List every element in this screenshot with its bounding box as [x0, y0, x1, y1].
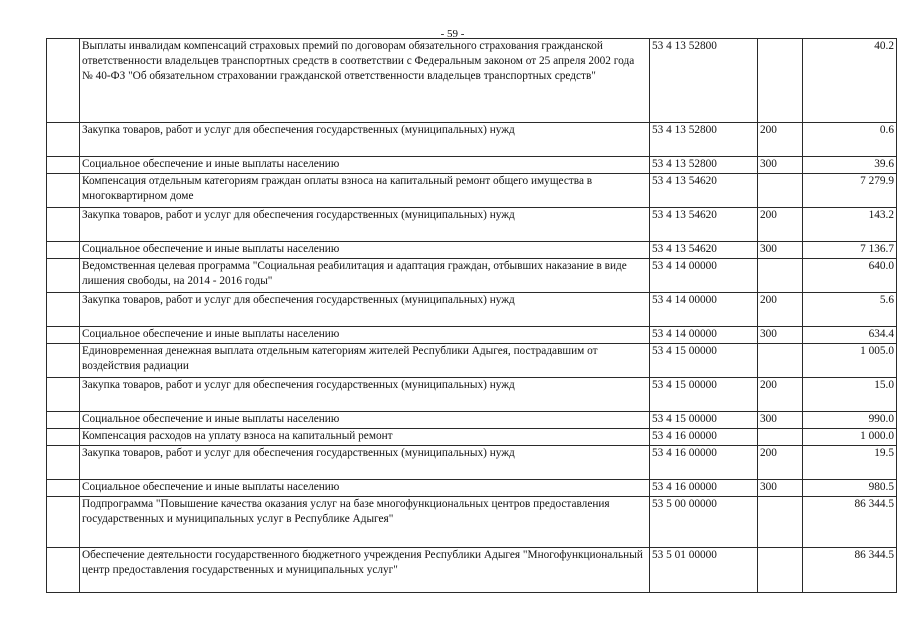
- expense-name-cell: Единовременная денежная выплата отдельным категориям жителей Республики Адыгея, пострадавшим от воздействия радиации: [80, 344, 650, 378]
- row-number-cell: [47, 174, 80, 208]
- table-row: [47, 412, 897, 429]
- row-number-cell: [47, 39, 80, 123]
- table-row: [47, 259, 897, 293]
- table-row: [47, 327, 897, 344]
- row-number-cell: [47, 242, 80, 259]
- expense-type-cell: [758, 497, 803, 548]
- target-code-cell: 53 4 13 54620: [650, 208, 758, 242]
- budget-table: [46, 38, 897, 593]
- expense-type-cell: [758, 39, 803, 123]
- row-number-cell: [47, 412, 80, 429]
- expense-type-cell: 200: [758, 208, 803, 242]
- expense-name-cell: Социальное обеспечение и иные выплаты населению: [80, 157, 650, 174]
- expense-type-cell: [758, 429, 803, 446]
- row-number-cell: [47, 548, 80, 593]
- amount-cell: 0.6: [803, 123, 897, 157]
- target-code-cell: 53 4 13 52800: [650, 157, 758, 174]
- expense-name-cell: Социальное обеспечение и иные выплаты населению: [80, 242, 650, 259]
- expense-type-cell: 200: [758, 378, 803, 412]
- target-code-cell: 53 4 15 00000: [650, 344, 758, 378]
- expense-type-cell: 300: [758, 412, 803, 429]
- target-code-cell: 53 4 14 00000: [650, 259, 758, 293]
- row-number-cell: [47, 429, 80, 446]
- expense-name-cell: Компенсация отдельным категориям граждан оплаты взноса на капитальный ремонт общего имущества в многоквартирном доме: [80, 174, 650, 208]
- target-code-cell: 53 4 15 00000: [650, 378, 758, 412]
- amount-cell: 990.0: [803, 412, 897, 429]
- amount-cell: 1 005.0: [803, 344, 897, 378]
- expense-type-cell: [758, 174, 803, 208]
- amount-cell: 86 344.5: [803, 548, 897, 593]
- amount-cell: 5.6: [803, 293, 897, 327]
- row-number-cell: [47, 293, 80, 327]
- expense-type-cell: 300: [758, 242, 803, 259]
- target-code-cell: 53 4 13 52800: [650, 39, 758, 123]
- expense-name-cell: Социальное обеспечение и иные выплаты населению: [80, 327, 650, 344]
- table-row: [47, 497, 897, 548]
- table-row: [47, 548, 897, 593]
- row-number-cell: [47, 327, 80, 344]
- expense-name-cell: Закупка товаров, работ и услуг для обеспечения государственных (муниципальных) нужд: [80, 293, 650, 327]
- amount-cell: 1 000.0: [803, 429, 897, 446]
- row-number-cell: [47, 378, 80, 412]
- page-number: - 59 -: [440, 28, 465, 40]
- table-row: [47, 446, 897, 480]
- amount-cell: 40.2: [803, 39, 897, 123]
- expense-name-cell: Компенсация расходов на уплату взноса на капитальный ремонт: [80, 429, 650, 446]
- table-row: [47, 174, 897, 208]
- target-code-cell: 53 4 14 00000: [650, 293, 758, 327]
- expense-type-cell: 300: [758, 327, 803, 344]
- table-row: [47, 429, 897, 446]
- amount-cell: 640.0: [803, 259, 897, 293]
- expense-type-cell: [758, 344, 803, 378]
- amount-cell: 7 279.9: [803, 174, 897, 208]
- target-code-cell: 53 4 13 52800: [650, 123, 758, 157]
- expense-name-cell: Выплаты инвалидам компенсаций страховых премий по договорам обязательного страхования гражданской ответственности владельцев транспортных средств в соответствии с Федеральным законом от 25 апреля 2002 года № 40-ФЗ "Об обязательном страховании гражданской ответственности владельцев транспортных средств": [80, 39, 650, 123]
- table-row: [47, 480, 897, 497]
- target-code-cell: 53 4 16 00000: [650, 446, 758, 480]
- amount-cell: 39.6: [803, 157, 897, 174]
- expense-type-cell: 200: [758, 123, 803, 157]
- amount-cell: 980.5: [803, 480, 897, 497]
- target-code-cell: 53 4 16 00000: [650, 480, 758, 497]
- amount-cell: 7 136.7: [803, 242, 897, 259]
- expense-name-cell: Социальное обеспечение и иные выплаты населению: [80, 412, 650, 429]
- row-number-cell: [47, 446, 80, 480]
- amount-cell: 86 344.5: [803, 497, 897, 548]
- expense-name-cell: Ведомственная целевая программа "Социальная реабилитация и адаптация граждан, отбывших наказание в виде лишения свободы, на 2014 - 2016 годы": [80, 259, 650, 293]
- row-number-cell: [47, 259, 80, 293]
- expense-name-cell: Закупка товаров, работ и услуг для обеспечения государственных (муниципальных) нужд: [80, 378, 650, 412]
- table-row: [47, 378, 897, 412]
- row-number-cell: [47, 123, 80, 157]
- target-code-cell: 53 4 14 00000: [650, 327, 758, 344]
- row-number-cell: [47, 157, 80, 174]
- table-row: [47, 123, 897, 157]
- row-number-cell: [47, 480, 80, 497]
- expense-type-cell: 200: [758, 293, 803, 327]
- table-row: [47, 242, 897, 259]
- expense-name-cell: Подпрограмма "Повышение качества оказания услуг на базе многофункциональных центров предоставления государственных и муниципальных услуг в Республике Адыгея": [80, 497, 650, 548]
- row-number-cell: [47, 208, 80, 242]
- expense-name-cell: Закупка товаров, работ и услуг для обеспечения государственных (муниципальных) нужд: [80, 446, 650, 480]
- expense-type-cell: [758, 259, 803, 293]
- table-row: [47, 208, 897, 242]
- table-row: [47, 39, 897, 123]
- expense-type-cell: [758, 548, 803, 593]
- target-code-cell: 53 4 15 00000: [650, 412, 758, 429]
- target-code-cell: 53 5 00 00000: [650, 497, 758, 548]
- row-number-cell: [47, 344, 80, 378]
- table-row: [47, 293, 897, 327]
- amount-cell: 15.0: [803, 378, 897, 412]
- amount-cell: 19.5: [803, 446, 897, 480]
- table-row: [47, 157, 897, 174]
- target-code-cell: 53 4 13 54620: [650, 174, 758, 208]
- target-code-cell: 53 5 01 00000: [650, 548, 758, 593]
- expense-type-cell: 300: [758, 480, 803, 497]
- target-code-cell: 53 4 13 54620: [650, 242, 758, 259]
- expense-type-cell: 300: [758, 157, 803, 174]
- amount-cell: 634.4: [803, 327, 897, 344]
- row-number-cell: [47, 497, 80, 548]
- expense-type-cell: 200: [758, 446, 803, 480]
- expense-name-cell: Закупка товаров, работ и услуг для обеспечения государственных (муниципальных) нужд: [80, 123, 650, 157]
- target-code-cell: 53 4 16 00000: [650, 429, 758, 446]
- amount-cell: 143.2: [803, 208, 897, 242]
- table-row: [47, 344, 897, 378]
- expense-name-cell: Социальное обеспечение и иные выплаты населению: [80, 480, 650, 497]
- expense-name-cell: Обеспечение деятельности государственного бюджетного учреждения Республики Адыгея "Многофункциональный центр предоставления государственных и муниципальных услуг": [80, 548, 650, 593]
- budget-table-body: [47, 39, 897, 593]
- expense-name-cell: Закупка товаров, работ и услуг для обеспечения государственных (муниципальных) нужд: [80, 208, 650, 242]
